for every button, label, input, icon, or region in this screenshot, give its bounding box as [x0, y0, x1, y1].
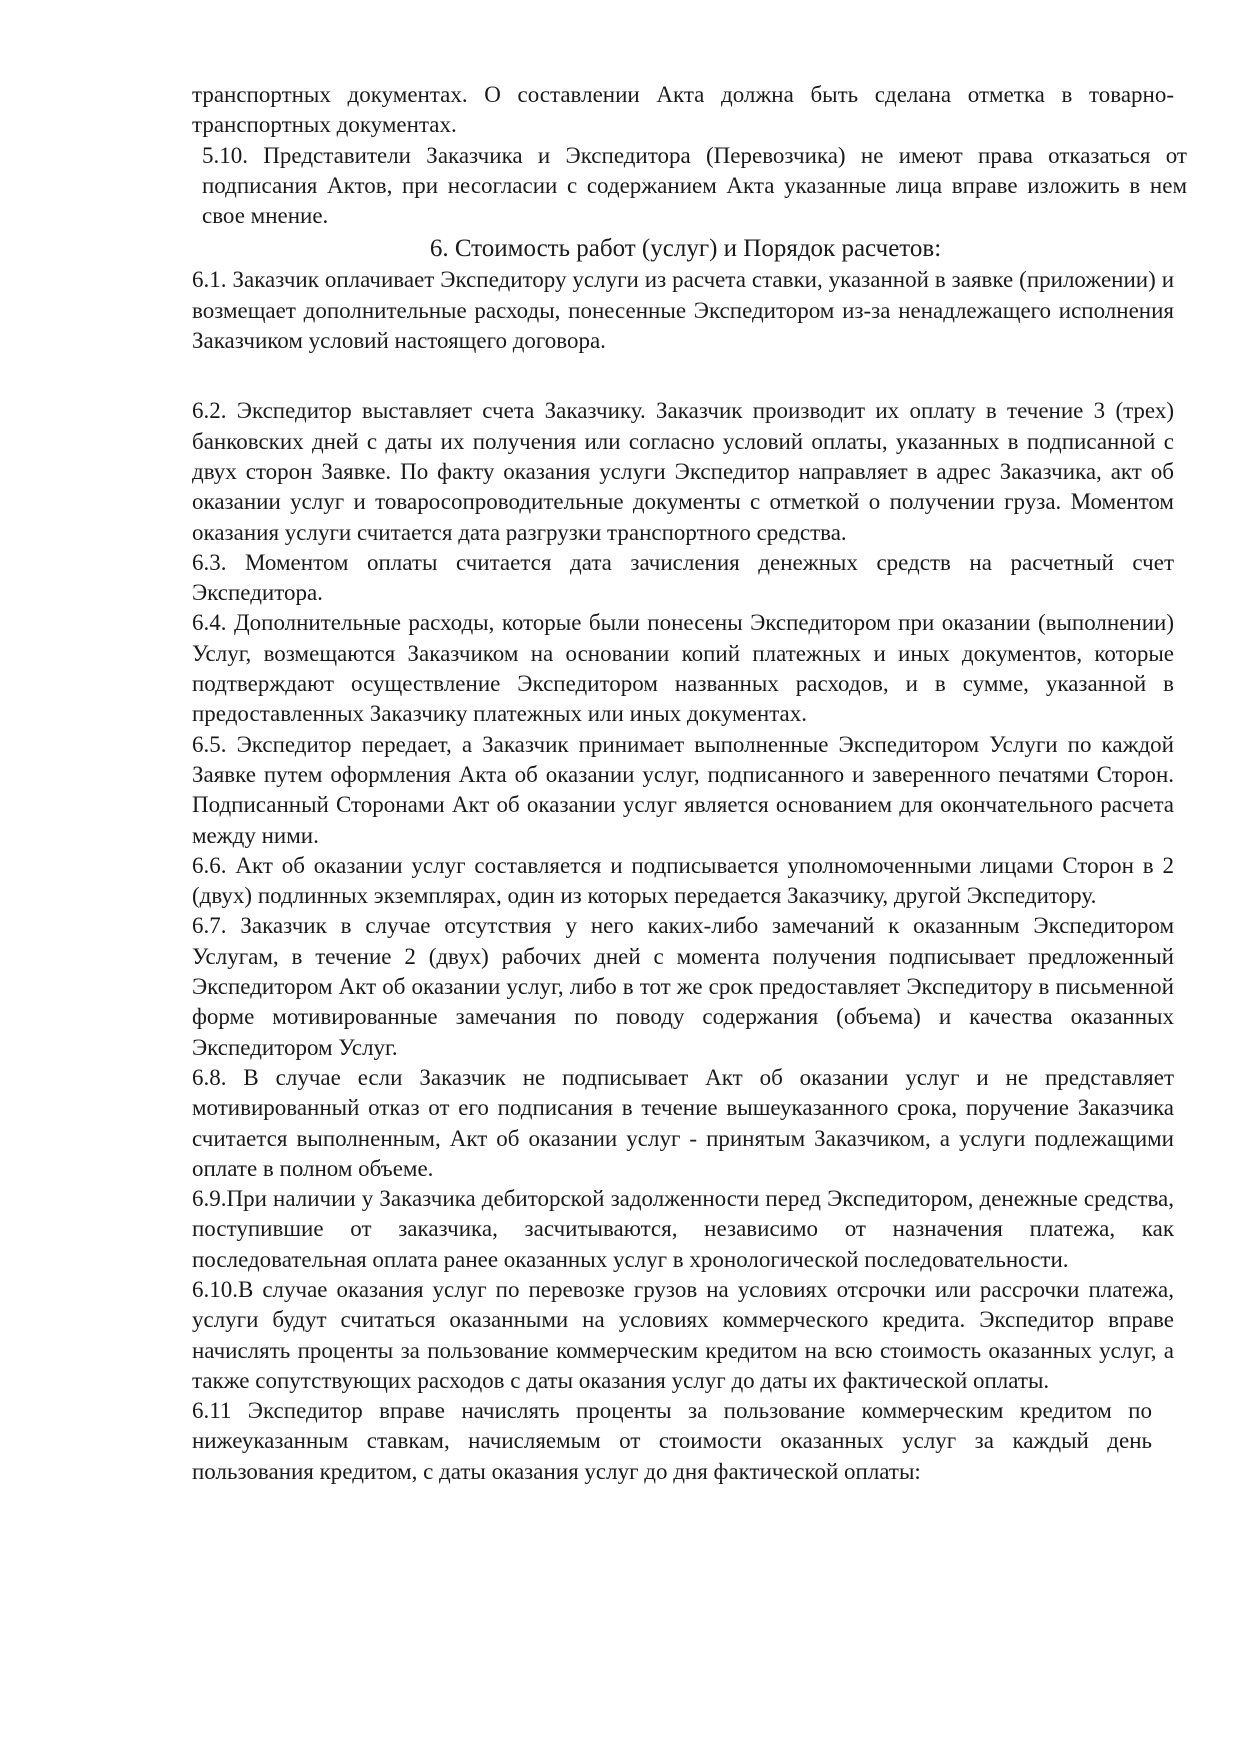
clause-6-6: 6.6. Акт об оказании услуг составляется и подписывается уполномоченными лицами Сторон в 2 (двух) подлинных экземплярах, один из которых передается Заказчику, другой Экспедитору. — [192, 852, 1174, 909]
clause-6-8: 6.8. В случае если Заказчик не подписывает Акт об оказании услуг и не представляет мотивированный отказ от его подписания в течение вышеуказанного срока, поручение Заказчика считается выполненным, Акт об оказании услуг - принятым Заказчиком, а услуги подлежащими оплате в полном объеме. — [192, 1064, 1174, 1181]
clause-6-11: 6.11 Экспедитор вправе начислять проценты за пользование коммерческим кредитом по нижеуказанным ставкам, начисляемым от стоимости оказанных услуг за каждый день пользования кредитом, с даты оказания услуг до дня фактической оплаты: — [192, 1398, 1152, 1484]
clause-6-1: 6.1. Заказчик оплачивает Экспедитору услуги из расчета ставки, указанной в заявке (приложении) и возмещает дополнительные расходы, понесенные Экспедитором из-за ненадлежащего исполнения Заказчиком условий настоящего договора. — [192, 267, 1174, 354]
clause-6-9: 6.9.При наличии у Заказчика дебиторской задолженности перед Экспедитором, денежные средства, поступившие от заказчика, засчитываются, независимо от назначения платежа, как последовательная оплата ранее оказанных услуг в хронологической последовательности. — [192, 1186, 1174, 1272]
clause-6-7: 6.7. Заказчик в случае отсутствия у него каких-либо замечаний к оказанным Экспедитором Услугам, в течение 2 (двух) рабочих дней с момента получения подписывает предложенный Экспедитором Акт об оказании услуг, либо в тот же срок предоставляет Экспедитору в письменной форме мотивированные замечания по поводу содержания (объема) и качества оказанных Экспедитором Услуг. — [192, 913, 1174, 1060]
clause-6-4: 6.4. Дополнительные расходы, которые были понесены Экспедитором при оказании (выполнении) Услуг, возмещаются Заказчиком на основании копий платежных и иных документов, которые подтверждают осуществление Экспедитором названных расходов, и в сумме, указанной в предоставленных Заказчику платежных или иных документах. — [192, 610, 1174, 727]
section-6-title: 6. Стоимость работ (услуг) и Порядок расчетов: — [429, 235, 942, 263]
paragraph-gap — [192, 356, 1174, 396]
clause-6-5: 6.5. Экспедитор передает, а Заказчик принимает выполненные Экспедитором Услуги по каждой Заявке путем оформления Акта об оказании услуг, подписанного и заверенного печатями Сторон. Подписанный Сторонами Акт об оказании услуг является основанием для окончательного расчета между ними. — [192, 731, 1174, 848]
clause-6-10: 6.10.В случае оказания услуг по перевозке грузов на условиях отсрочки или рассрочки платежа, услуги будут считаться оказанными на условиях коммерческого кредита. Экспедитор вправе начислять проценты за пользование коммерческим кредитом на всю стоимость оказанных услуг, а также сопутствующих расходов с даты оказания услуг до даты их фактической оплаты. — [192, 1276, 1174, 1393]
intro-paragraph: транспортных документах. О составлении Акта должна быть сделана отметка в товарно-транспортных документах. — [192, 82, 1174, 138]
clause-5-10: 5.10. Представители Заказчика и Экспедитора (Перевозчика) не имеют права отказаться от подписания Актов, при несогласии с содержанием Акта указанные лица вправе изложить в нем свое мнение. — [202, 142, 1187, 229]
clause-6-3: 6.3. Моментом оплаты считается дата зачисления денежных средств на расчетный счет Экспедитора. — [192, 549, 1174, 606]
clause-6-2: 6.2. Экспедитор выставляет счета Заказчику. Заказчик производит их оплату в течение 3 (трех) банковских дней с даты их получения или согласно условий оплаты, указанных в подписанной с двух сторон Заявке. По факту оказания услуги Экспедитор направляет в адрес Заказчика, акт об оказании услуг и товаросопроводительные документы с отметкой о получении груза. Моментом оказания услуги считается дата разгрузки транспортного средства. — [192, 398, 1174, 545]
document-page — [192, 80, 1187, 1487]
